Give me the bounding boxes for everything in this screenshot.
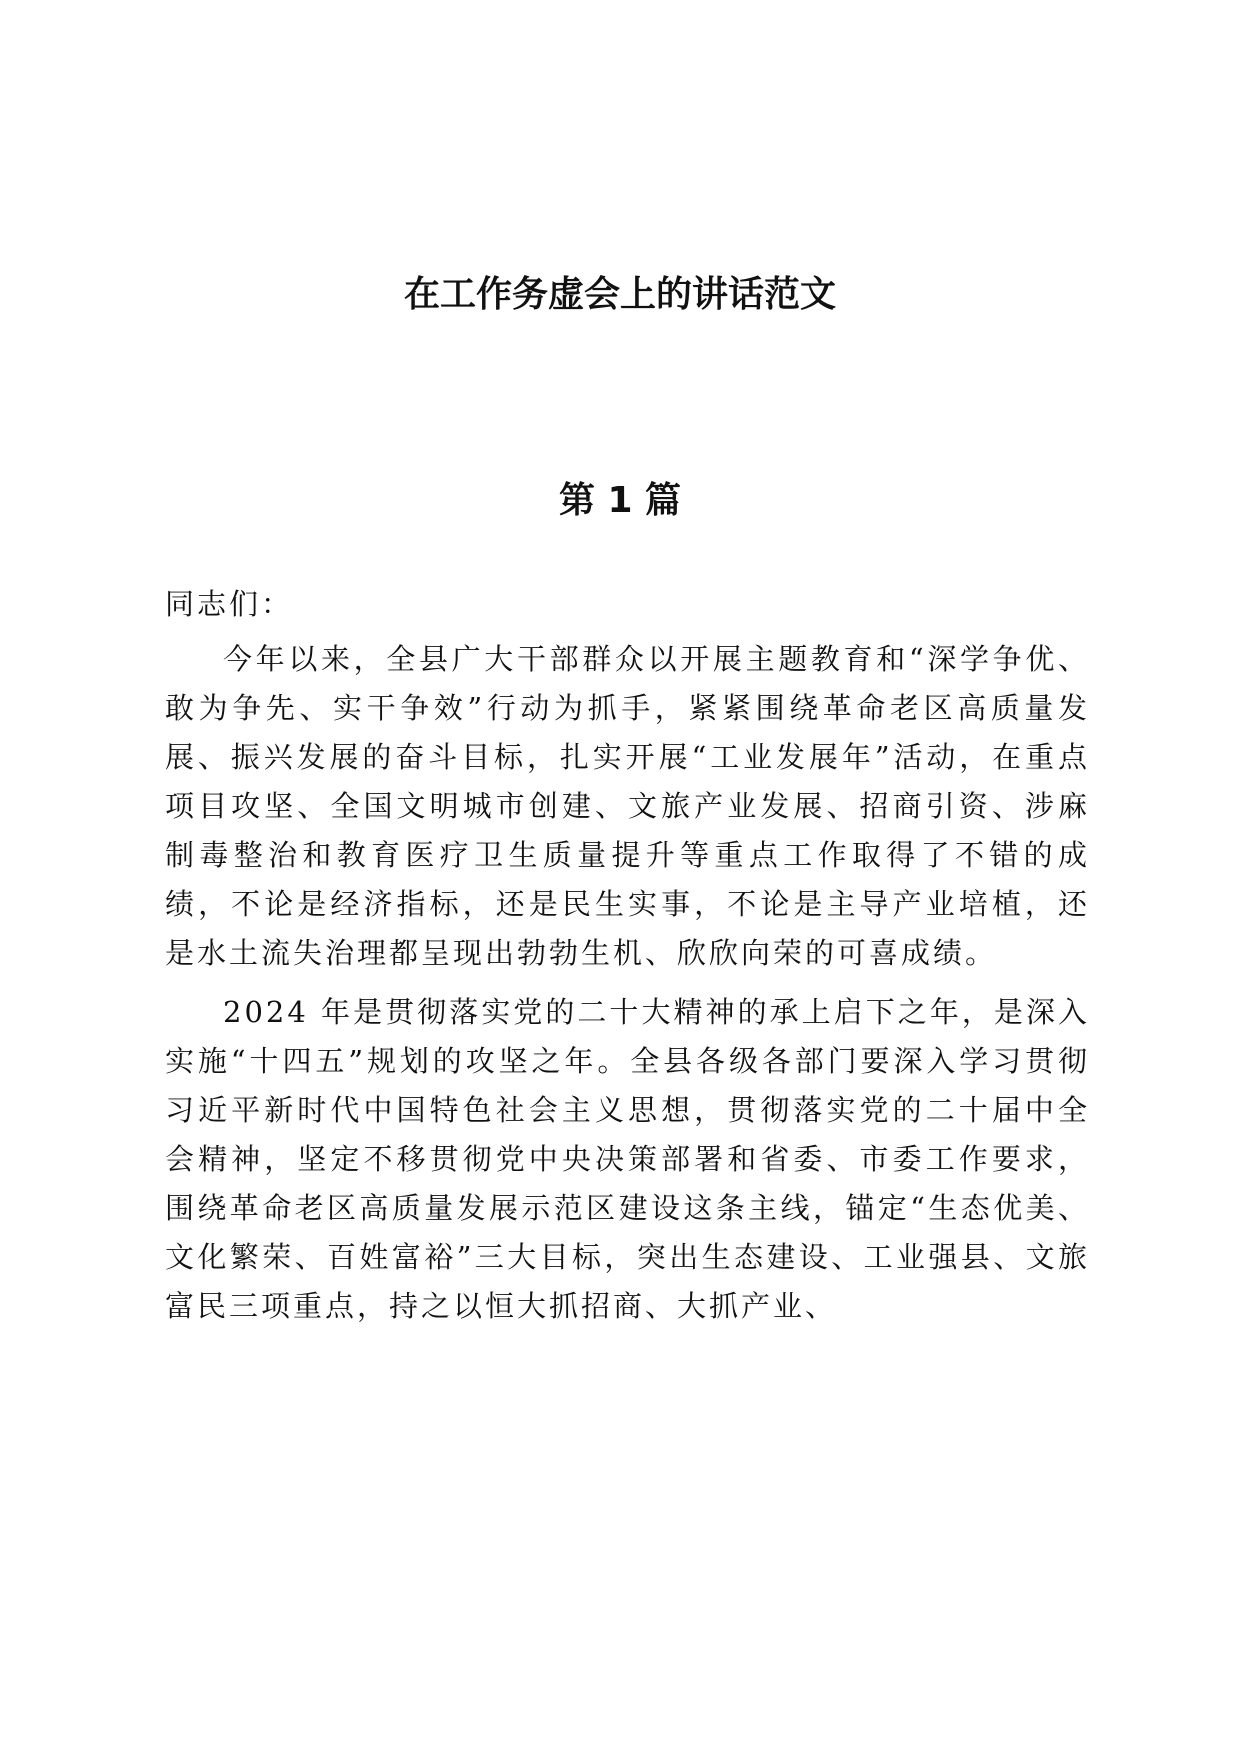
paragraph-1: 今年以来，全县广大干部群众以开展主题教育和“深学争优、敢为争先、实干争效”行动为抓手，紧紧围绕革命老区高质量发展、振兴发展的奋斗目标，扎实开展“工业发展年”活动，在重点项目攻坚、全国文明城市创建、文旅产业发展、招商引资、涉麻制毒整治和教育医疗卫生质量提升等重点工作取得了不错的成绩，不论是经济指标，还是民生实事，不论是主导产业培植，还是水土流失治理都呈现出勃勃生机、欣欣向荣的可喜成绩。 <box>165 642 1090 970</box>
section-title: 第 1 篇 <box>558 480 682 521</box>
salutation: 同志们： <box>165 587 294 621</box>
document-title: 在工作务虚会上的讲话范文 <box>403 274 836 315</box>
document-body <box>165 580 1090 1341</box>
paragraph-2: 2024 年是贯彻落实党的二十大精神的承上启下之年，是深入实施“十四五”规划的攻坚之年。全县各级各部门要深入学习贯彻习近平新时代中国特色社会主义思想，贯彻落实党的二十届中全会精神，坚定不移贯彻党中央决策部署和省委、市委工作要求，围绕革命老区高质量发展示范区建设这条主线，锚定“生态优美、文化繁荣、百姓富裕”三大目标，突出生态建设、工业强县、文旅富民三项重点，持之以恒大抓招商、大抓产业、 <box>165 995 1090 1323</box>
